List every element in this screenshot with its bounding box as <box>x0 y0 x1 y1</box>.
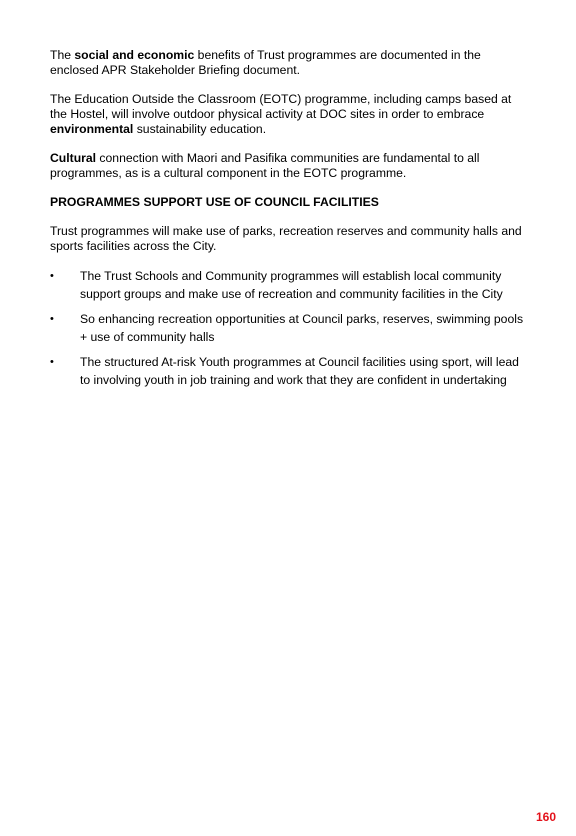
p2-pre: The Education Outside the Classroom (EOTC) programme, including camps based at the Hostel, will involve outdoor physical activity at DOC sites in order to embrace <box>50 92 512 121</box>
list-item-text: So enhancing recreation opportunities at Council parks, reserves, swimming pools + use of community halls <box>80 312 524 344</box>
page-content <box>50 48 526 397</box>
p3-post: connection with Maori and Pasifika communities are fundamental to all programmes, as is a cultural component in the EOTC programme. <box>50 151 480 180</box>
section-intro: Trust programmes will make use of parks, recreation reserves and community halls and sports facilities across the City. <box>50 224 522 253</box>
p1-post: benefits of Trust programmes are documented in the enclosed APR Stakeholder Briefing document. <box>50 48 481 77</box>
list-item <box>50 268 526 303</box>
list-item <box>50 311 526 346</box>
bullet-list <box>50 268 526 389</box>
list-item-text: The structured At-risk Youth programmes at Council facilities using sport, will lead to involving youth in job training and work that they are confident in undertaking <box>80 355 519 387</box>
p1-pre: The <box>50 48 75 62</box>
bullet-icon: • <box>50 270 54 282</box>
paragraph-eotc <box>50 92 526 137</box>
paragraph-cultural <box>50 151 526 181</box>
p1-bold: social and economic <box>74 48 195 62</box>
section-heading: PROGRAMMES SUPPORT USE OF COUNCIL FACILITIES <box>50 195 379 209</box>
bullet-icon: • <box>50 313 54 325</box>
p3-bold: Cultural <box>50 151 97 165</box>
list-item-text: The Trust Schools and Community programmes will establish local community support groups and make use of recreation and community facilities in the City <box>80 269 503 301</box>
list-item <box>50 354 526 389</box>
p2-bold: environmental <box>50 122 134 136</box>
bullet-icon: • <box>50 356 54 368</box>
paragraph-social-economic <box>50 48 526 78</box>
p2-post: sustainability education. <box>133 122 267 136</box>
page-number: 160 <box>535 810 556 824</box>
